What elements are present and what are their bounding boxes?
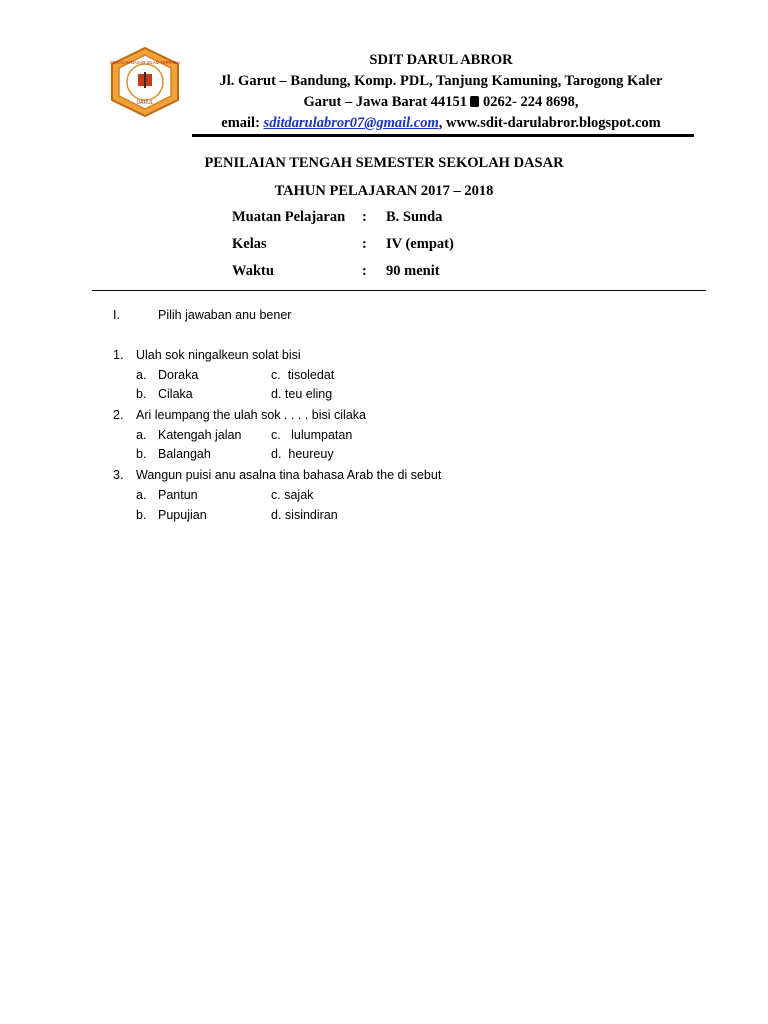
option-letter: d. <box>271 387 282 401</box>
option-text: heureuy <box>288 447 334 461</box>
email-link[interactable]: sditdarulabror07@gmail.com <box>263 115 439 131</box>
question-number: 1. <box>113 348 124 362</box>
exam-year: TAHUN PELAJARAN 2017 – 2018 <box>274 183 494 199</box>
contact-line <box>196 113 686 133</box>
phone-icon <box>470 96 479 107</box>
option-letter: b. <box>136 447 147 461</box>
section-instruction: Pilih jawaban anu bener <box>158 308 292 322</box>
option-letter: c. <box>271 368 281 382</box>
option-text: Katengah jalan <box>158 428 242 442</box>
meta-value-time: 90 menit <box>386 263 440 279</box>
svg-text:SEKOLAH DASAR ISLAM TERPADU: SEKOLAH DASAR ISLAM TERPADU <box>110 60 180 65</box>
question-number: 2. <box>113 408 124 422</box>
section-number: I. <box>113 308 120 322</box>
option-text: Pupujian <box>158 508 207 522</box>
meta-value-subject: B. Sunda <box>386 209 443 225</box>
option-text: sajak <box>284 488 314 502</box>
option-item <box>271 486 313 504</box>
address-line-1: Jl. Garut – Bandung, Komp. PDL, Tanjung Kamuning, Tarogong Kaler <box>219 73 663 89</box>
option-letter: d. <box>271 447 282 461</box>
option-item <box>271 366 334 384</box>
meta-label-time: Waktu <box>232 263 274 279</box>
option-letter: b. <box>136 387 147 401</box>
meta-value-class: IV (empat) <box>386 236 454 252</box>
meta-label-subject: Muatan Pelajaran <box>232 209 346 225</box>
option-letter: a. <box>136 488 147 502</box>
exam-title: PENILAIAN TENGAH SEMESTER SEKOLAH DASAR <box>204 155 564 171</box>
option-letter: c. <box>271 488 281 502</box>
option-letter: d. <box>271 508 282 522</box>
meta-label-class: Kelas <box>232 236 267 252</box>
option-text: Cilaka <box>158 387 193 401</box>
option-text: Pantun <box>158 488 198 502</box>
option-letter: c. <box>271 428 281 442</box>
question-text: Wangun puisi anu asalna tina bahasa Arab the di sebut <box>136 468 442 482</box>
option-letter: b. <box>136 508 147 522</box>
meta-colon: : <box>362 263 367 279</box>
address-city: Garut – Jawa Barat 44151 <box>303 94 468 110</box>
svg-text:DARUL: DARUL <box>136 100 154 106</box>
option-item <box>271 426 352 444</box>
question-text: Ari leumpang the ulah sok . . . . bisi cilaka <box>136 408 366 422</box>
email-label: email: <box>221 115 260 131</box>
meta-colon: : <box>362 236 367 252</box>
option-text: Doraka <box>158 368 199 382</box>
option-text: teu eling <box>284 387 333 401</box>
option-item <box>271 506 338 524</box>
school-name: SDIT DARUL ABROR <box>369 52 513 68</box>
option-text: tisoledat <box>287 368 335 382</box>
question-text: Ulah sok ningalkeun solat bisi <box>136 348 301 362</box>
address-line-2 <box>196 92 686 112</box>
option-text: sisindiran <box>284 508 338 522</box>
question-number: 3. <box>113 468 124 482</box>
option-text: lulumpatan <box>291 428 353 442</box>
section-divider <box>92 290 706 291</box>
option-text: Balangah <box>158 447 211 461</box>
school-logo <box>108 46 182 118</box>
option-letter: a. <box>136 368 147 382</box>
option-item <box>271 445 334 463</box>
phone-number: 0262- 224 8698, <box>483 94 579 110</box>
option-item <box>271 385 332 403</box>
website-text: , www.sdit-darulabror.blogspot.com <box>438 115 661 131</box>
header-divider <box>192 134 694 137</box>
meta-colon: : <box>362 209 367 225</box>
option-letter: a. <box>136 428 147 442</box>
